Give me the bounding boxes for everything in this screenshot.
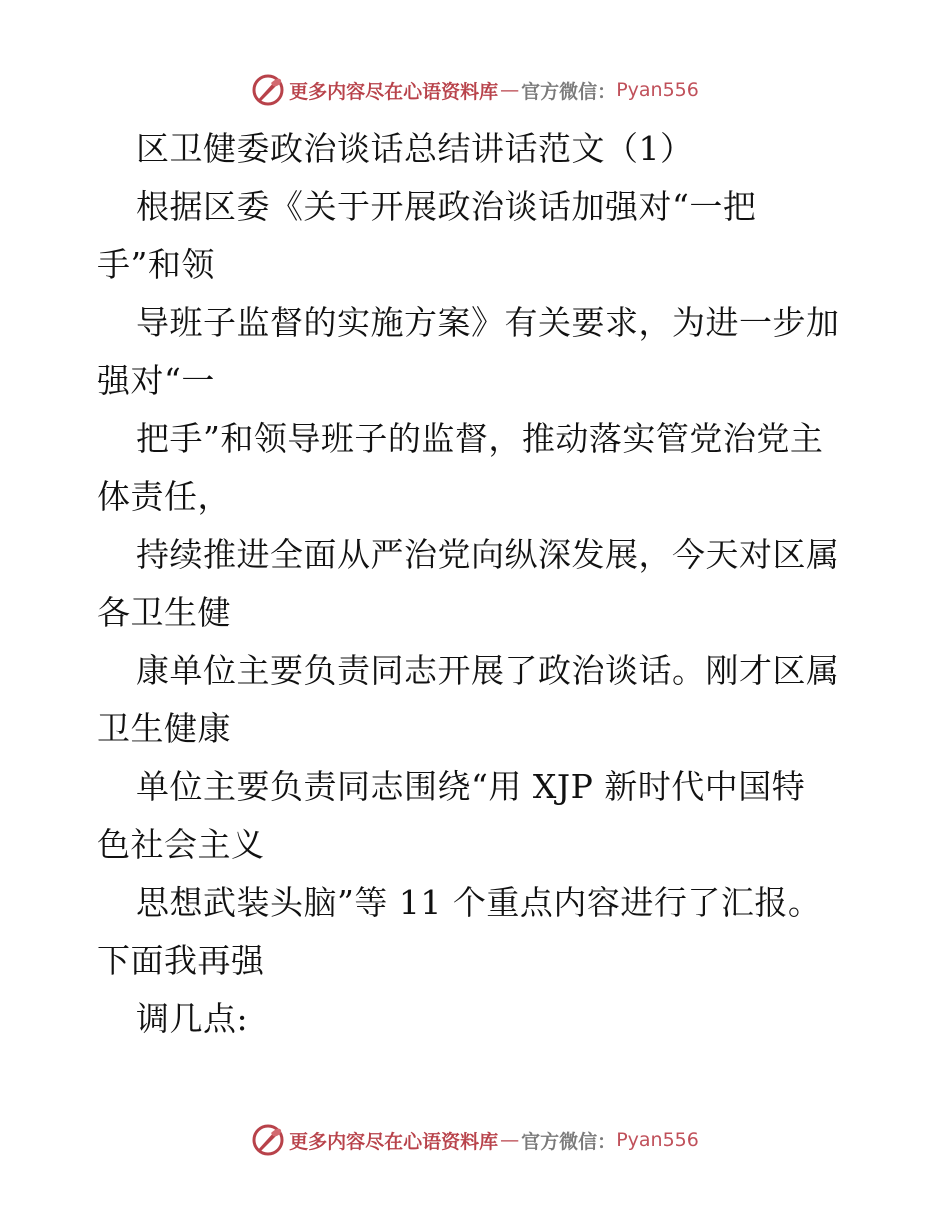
watermark-wechat-id: Pyan556 (616, 1129, 699, 1151)
watermark-dash: — (500, 1129, 520, 1151)
paragraph-line-9: 康单位主要负责同志开展了政治谈话。刚才区属 (136, 651, 840, 690)
watermark-wechat-id: Pyan556 (616, 79, 699, 101)
watermark-dash: — (500, 79, 520, 101)
watermark-text: 更多内容尽在心语资料库 (289, 1130, 499, 1153)
footer-watermark (0, 1120, 950, 1160)
watermark-official-label: 官方微信： (521, 1130, 617, 1153)
paragraph-line-11: 单位主要负责同志围绕“用 XJP 新时代中国特 (136, 767, 806, 806)
paragraph-line-3: 导班子监督的实施方案》有关要求，为进一步加 (136, 303, 840, 342)
quill-logo-icon (251, 73, 285, 107)
paragraph-line-10: 卫生健康 (97, 709, 231, 748)
paragraph-line-1: 根据区委《关于开展政治谈话加强对“一把 (136, 187, 757, 226)
paragraph-line-13: 思想武装头脑”等 11 个重点内容进行了汇报。 (136, 883, 822, 922)
header-watermark (0, 70, 950, 110)
watermark-text: 更多内容尽在心语资料库 (289, 80, 499, 103)
paragraph-line-4: 强对“一 (97, 361, 215, 400)
paragraph-line-15: 调几点: (136, 999, 249, 1038)
paragraph-line-7: 持续推进全面从严治党向纵深发展，今天对区属 (136, 535, 840, 574)
paragraph-line-2: 手”和领 (97, 245, 215, 284)
paragraph-line-6: 体责任， (97, 477, 231, 516)
paragraph-line-5: 把手”和领导班子的监督，推动落实管党治党主 (136, 419, 824, 458)
document-title: 区卫健委政治谈话总结讲话范文（1） (136, 129, 694, 168)
watermark-official-label: 官方微信： (521, 80, 617, 103)
quill-logo-icon (251, 1123, 285, 1157)
paragraph-line-14: 下面我再强 (97, 941, 265, 980)
paragraph-line-12: 色社会主义 (97, 825, 265, 864)
paragraph-line-8: 各卫生健 (97, 593, 231, 632)
